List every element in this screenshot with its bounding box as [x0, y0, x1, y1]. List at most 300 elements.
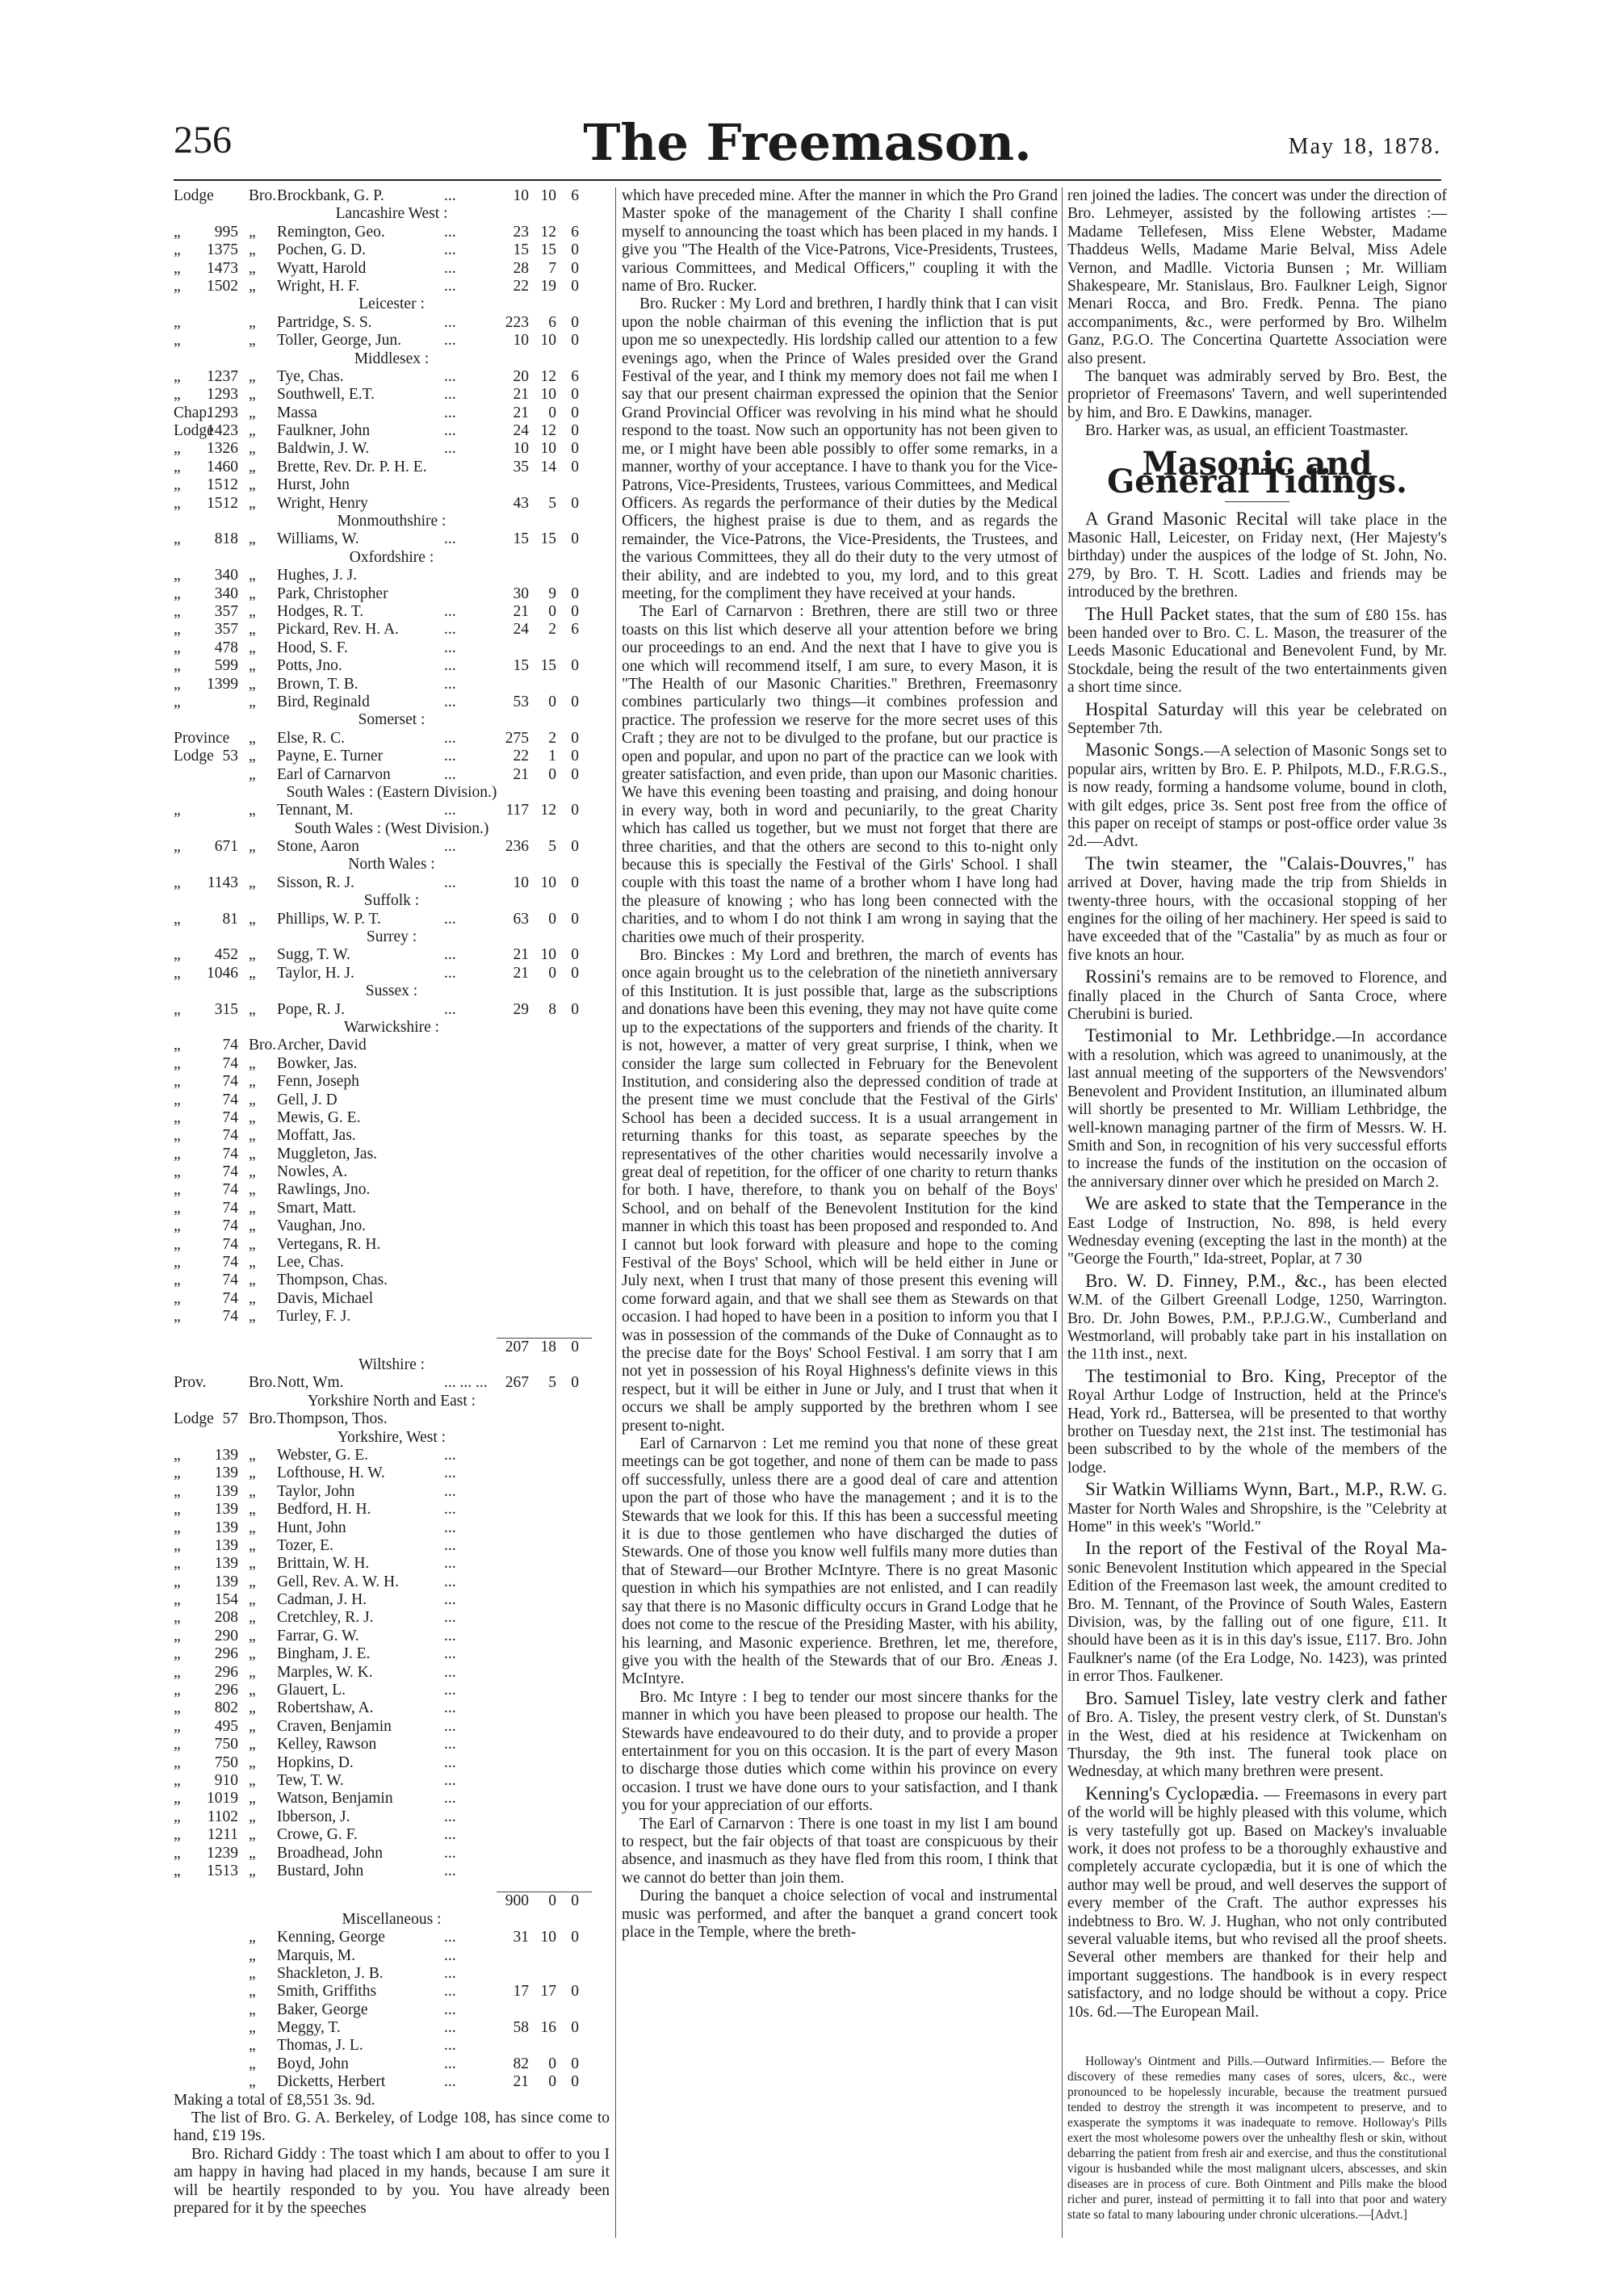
leader-dots: ...	[444, 946, 456, 964]
list-row	[174, 1308, 610, 1326]
lodge-number: 1211	[207, 1826, 238, 1844]
leader-dots: ...	[444, 1482, 456, 1500]
list-row	[174, 1091, 610, 1109]
brother-prefix: „	[249, 1181, 256, 1199]
lodge-number: 296	[214, 1645, 238, 1663]
list-row	[174, 1464, 610, 1482]
brother-name: Wyatt, Harold	[277, 259, 367, 277]
brother-name: Moffatt, Jas.	[277, 1127, 356, 1145]
speech-paragraph: Earl of Carnarvon : Let me remind you that none of these great meetings can be got together, and none of them can be made to pass off successfully, unless there are a good deal of care and attention upon the part of those who have the management ; and it is to the Stewards that we look for this. If this has been a successful meeting it is due to those gentlemen who have discharged the duties of Stewards. One of those you know well fulfils many more duties than that of Steward—our Brother McIntyre. There is no great Masonic question in which his sympathies are not enlisted, and I can readily say that there is no Masonic difficulty occurs in Grand Lodge that he does not come to the rescue of the Presiding Master, with his ability, his learning, and Masonic experience. Brethren, let me, therefore, give you with the health of the Stewards that of our Bro. Æneas J. McIntyre.	[622, 1435, 1058, 1688]
leader-dots: ...	[444, 277, 456, 295]
brother-name: Kelley, Rawson	[277, 1736, 377, 1753]
leader-dots: ...	[444, 404, 456, 421]
brother-prefix: „	[249, 313, 256, 331]
brother-prefix: „	[249, 1627, 256, 1644]
lodge-number: 74	[222, 1091, 238, 1108]
brother-prefix: „	[249, 277, 256, 295]
lodge-prefix: „	[174, 1771, 181, 1789]
brother-name: Fenn, Joseph	[277, 1073, 359, 1091]
tiding-item	[1067, 698, 1447, 739]
province-heading: Warwickshire :	[343, 1018, 440, 1036]
amount-pounds: 15	[513, 241, 529, 259]
amount-shillings: 17	[540, 1983, 556, 2001]
amount-pence: 0	[571, 458, 579, 476]
lodge-prefix: „	[174, 1519, 181, 1536]
brother-prefix: „	[249, 422, 256, 440]
tiding-lead: The Hull Packet	[1085, 603, 1210, 624]
lodge-prefix: „	[174, 241, 181, 259]
list-row	[174, 2073, 610, 2091]
concert-report	[1067, 187, 1447, 441]
lodge-prefix: „	[174, 675, 181, 693]
list-row	[174, 1664, 610, 1682]
tiding-lead: Kenning's Cyclopædia.	[1085, 1783, 1260, 1804]
leader-dots: ...	[444, 1736, 456, 1753]
brother-prefix: „	[249, 838, 256, 856]
leader-dots: ...	[444, 223, 456, 241]
tiding-lead: A Grand Masonic Recital	[1085, 508, 1289, 529]
province-heading: Wiltshire :	[358, 1356, 426, 1373]
leader-dots: ...	[444, 693, 456, 710]
amount-pounds: 223	[505, 313, 529, 331]
brother-name: Marquis, M.	[277, 1946, 355, 1964]
brother-name: Wright, Henry	[277, 494, 368, 512]
lodge-prefix: „	[174, 1753, 181, 1771]
lodge-number: 74	[222, 1308, 238, 1326]
brother-name: Bustard, John	[277, 1862, 364, 1879]
list-row	[174, 766, 610, 784]
brother-name: Phillips, W. P. T.	[277, 910, 381, 928]
amount-shillings: 9	[548, 584, 556, 602]
list-row	[174, 1983, 610, 2001]
brother-name: Faulkner, John	[277, 422, 371, 440]
tiding-item	[1067, 855, 1447, 965]
brother-name: Craven, Benjamin	[277, 1717, 392, 1735]
brother-name: Bingham, J. E.	[277, 1645, 371, 1663]
brother-name: Earl of Carnarvon	[277, 765, 391, 783]
amount-shillings: 16	[540, 2019, 556, 2037]
brother-prefix: „	[249, 1929, 256, 1946]
brother-prefix: „	[249, 1145, 256, 1163]
holloway-advert: Holloway's Ointment and Pills.—Outward Infirmities.— Before the discovery of these remedies many cases of sores, ulcers, &c., were pronounced to be hopelessly incurable, because the treatment pursued tended to destroy the strength it was incompetent to preserve, and to exasperate the symptoms it was inadequate to remove. Holloway's Pills exert the most wholesome powers over the unhealthy flesh or skin, without debarring the patient from fresh air and exercise, and thus the constitutional vigour is husbanded while the most malignant ulcers, abscesses, and skin diseases are in process of cure. Both Ointment and Pills make the blood richer and purer, instead of permitting it to fall into that poor and watery state so fatal to many labouring under chronic ulcerations.—[Advt.]	[1067, 2055, 1447, 2222]
leader-dots: ...	[444, 187, 456, 204]
leader-dots: ...	[444, 1555, 456, 1573]
leader-dots: ...	[444, 530, 456, 548]
brother-prefix: „	[249, 910, 256, 928]
paragraph: The list of Bro. G. A. Berkeley, of Lodge 108, has since come to hand, £19 19s.	[174, 2110, 610, 2145]
amount-pounds: 10	[513, 332, 529, 350]
list-row	[174, 1001, 610, 1019]
paragraph: Bro. Richard Giddy : The toast which I am about to offer to you I am happy in having had placed in my hands, because I am sure it will be heartily responded to by you. You have already been prepared for it by the speeches	[174, 2145, 610, 2218]
brother-name: Gell, J. D	[277, 1091, 338, 1108]
brother-name: Brittain, W. H.	[277, 1555, 370, 1573]
list-row	[174, 1754, 610, 1772]
amount-pence: 6	[571, 187, 579, 204]
lodge-prefix: Lodge	[174, 1410, 214, 1428]
brother-name: Meggy, T.	[277, 2019, 341, 2037]
amount-shillings: 12	[540, 802, 556, 819]
lodge-number: 1143	[207, 874, 238, 891]
lodge-prefix: „	[174, 1609, 181, 1627]
list-row	[174, 1699, 610, 1717]
brother-prefix: „	[249, 1464, 256, 1482]
amount-shillings: 12	[540, 422, 556, 440]
lodge-number: 154	[214, 1591, 238, 1609]
amount-pounds: 63	[513, 910, 529, 928]
amount-pence: 0	[571, 2073, 579, 2091]
lodge-prefix: „	[174, 1073, 181, 1091]
brother-prefix: „	[249, 494, 256, 512]
lodge-prefix: „	[174, 1037, 181, 1054]
list-row	[174, 1609, 610, 1627]
leader-dots: ...	[444, 1808, 456, 1825]
province-heading: Oxfordshire :	[349, 548, 434, 566]
tiding-text: has arrived at Dover, having made the trip from Shields in twenty-three hours, with the occasional stopping of her engines for the oiling of her machinery. Her speed is said to have exceeded that of the "Castalia" by as much as four or five knots an hour.	[1067, 856, 1447, 964]
brother-name: Nott, Wm.	[277, 1374, 344, 1392]
list-row	[174, 1410, 610, 1428]
brother-prefix: „	[249, 639, 256, 656]
lodge-number: 290	[214, 1627, 238, 1644]
lodge-number: 1512	[207, 476, 238, 494]
lodge-number: 495	[214, 1717, 238, 1735]
amount-pounds: 21	[513, 386, 529, 404]
amount-shillings: 10	[540, 874, 556, 891]
lodge-prefix: „	[174, 1536, 181, 1554]
tiding-lead: In the report of the Festival of the Royal Ma-	[1085, 1538, 1447, 1559]
brother-prefix: Bro.	[249, 1410, 277, 1428]
tiding-item	[1067, 741, 1447, 851]
brother-prefix: „	[249, 1054, 256, 1072]
brother-prefix: „	[249, 1609, 256, 1627]
list-row	[174, 2019, 610, 2037]
list-row	[174, 260, 610, 278]
leader-dots: ...	[444, 241, 456, 259]
lodge-number: 340	[214, 567, 238, 584]
amount-shillings: 2	[548, 621, 556, 639]
concert-paragraph: Bro. Harker was, as usual, an efficient Toastmaster.	[1085, 422, 1409, 440]
lodge-number: 315	[214, 1000, 238, 1018]
speech-paragraph: Bro. Mc Intyre : I beg to tender our most sincere thanks for the manner in which you have been pleased to propose our health. The Stewards have endeavoured to do their duty, and to provide a proper entertainment for you on this occasion. It is the part of every Mason to discharge those duties which come within his province on every occasion. I trust we have done ours to your satisfaction, and I thank you for your appreciation of our efforts.	[622, 1688, 1058, 1815]
brother-name: Massa	[277, 404, 317, 421]
lodge-prefix: „	[174, 1699, 181, 1717]
tiding-lead: Testimonial to Mr. Lethbridge.	[1085, 1025, 1336, 1046]
leader-dots: ...	[444, 1946, 456, 1964]
amount-pounds: 900	[505, 1892, 529, 1910]
lodge-number: 1019	[207, 1790, 238, 1808]
lodge-number: 139	[214, 1536, 238, 1554]
list-row	[174, 1339, 610, 1356]
lodge-prefix: „	[174, 1054, 181, 1072]
brother-prefix: „	[249, 946, 256, 964]
brother-name: Vaughan, Jno.	[277, 1217, 366, 1235]
lodge-prefix: „	[174, 440, 181, 458]
leader-dots: ...	[444, 657, 456, 675]
list-row	[174, 1290, 610, 1308]
lodge-number: 1046	[207, 964, 238, 982]
leader-dots: ...	[444, 1663, 456, 1681]
brother-name: Remington, Geo.	[277, 223, 385, 241]
tiding-lead: The testimonial to Bro. King,	[1085, 1365, 1327, 1386]
tiding-text: Preceptor of the Royal Arthur Lodge of Instruction, held at the Prince's Head, York rd., Battersea, will be presented to that worthy brother on Tuesday next, the 21st inst. The testimonial has been subscribed to by the whole of the members of the lodge.	[1067, 1368, 1447, 1477]
list-row	[174, 1718, 610, 1736]
brother-prefix: „	[249, 1555, 256, 1573]
brother-name: Cadman, J. H.	[277, 1591, 367, 1609]
amount-pence: 6	[571, 621, 579, 639]
amount-shillings: 0	[548, 2073, 556, 2091]
leader-dots: ...	[444, 1826, 456, 1844]
lodge-prefix: „	[174, 584, 181, 602]
amount-pounds: 24	[513, 621, 529, 639]
amount-pounds: 21	[513, 964, 529, 982]
lodge-number: 340	[214, 584, 238, 602]
tiding-lead: Bro. W. D. Finney, P.M., &c.,	[1085, 1270, 1327, 1291]
list-row	[174, 1555, 610, 1573]
lodge-number: 1239	[207, 1844, 238, 1862]
page-number: 256	[174, 119, 232, 161]
brother-name: Sisson, R. J.	[277, 874, 354, 891]
leader-dots: ...	[444, 729, 456, 747]
speeches-column	[622, 187, 1058, 1942]
lodge-prefix: „	[174, 1555, 181, 1573]
amount-pence: 0	[571, 657, 579, 675]
brother-prefix: „	[249, 1073, 256, 1091]
brother-prefix: „	[249, 332, 256, 350]
amount-pence: 0	[571, 765, 579, 783]
amount-pounds: 10	[513, 187, 529, 204]
lodge-prefix: „	[174, 313, 181, 331]
leader-dots: ...	[444, 440, 456, 458]
lodge-prefix: „	[174, 1446, 181, 1464]
amount-pence: 0	[571, 946, 579, 964]
lodge-number: 74	[222, 1272, 238, 1289]
brother-prefix: „	[249, 1736, 256, 1753]
brother-name: Hughes, J. J.	[277, 567, 358, 584]
list-row	[174, 187, 610, 205]
list-row	[174, 621, 610, 639]
leader-dots: ...	[444, 602, 456, 620]
brother-prefix: „	[249, 1964, 256, 1982]
lodge-prefix: „	[174, 1217, 181, 1235]
province-heading: Yorkshire, West :	[337, 1428, 447, 1446]
brother-name: Brown, T. B.	[277, 675, 358, 693]
amount-pounds: 28	[513, 259, 529, 277]
tiding-item	[1067, 1365, 1447, 1477]
amount-pounds: 82	[513, 2055, 529, 2072]
brother-prefix: „	[249, 1308, 256, 1326]
lodge-prefix: „	[174, 277, 181, 295]
list-row	[174, 965, 610, 983]
province-heading: Sussex :	[365, 983, 418, 1000]
lodge-prefix: „	[174, 1717, 181, 1735]
brother-prefix: „	[249, 1163, 256, 1181]
leader-dots: ...	[444, 1717, 456, 1735]
brother-name: Else, R. C.	[277, 729, 345, 747]
list-row	[174, 1736, 610, 1753]
brother-prefix: „	[249, 1862, 256, 1879]
brother-prefix: „	[249, 1645, 256, 1663]
leader-dots: ...	[444, 2055, 456, 2072]
leader-dots: ...	[444, 964, 456, 982]
brother-prefix: „	[249, 1482, 256, 1500]
brother-name: Hood, S. F.	[277, 639, 348, 656]
amount-pounds: 31	[513, 1929, 529, 1946]
amount-pence: 0	[571, 964, 579, 982]
lodge-prefix: „	[174, 1199, 181, 1217]
lodge-prefix: „	[174, 1844, 181, 1862]
brother-name: Smart, Matt.	[277, 1199, 357, 1217]
list-row	[174, 1965, 610, 1983]
brother-prefix: „	[249, 693, 256, 710]
brother-name: Stone, Aaron	[277, 838, 359, 856]
brother-prefix: „	[249, 386, 256, 404]
tiding-item	[1067, 1195, 1447, 1269]
lodge-number: 208	[214, 1609, 238, 1627]
amount-pounds: 24	[513, 422, 529, 440]
amount-pounds: 22	[513, 748, 529, 765]
list-row	[174, 1645, 610, 1663]
brother-name: Thomas, J. L.	[277, 2037, 363, 2055]
brother-name: Farrar, G. W.	[277, 1627, 359, 1644]
brother-name: Cretchley, R. J.	[277, 1609, 374, 1627]
newspaper-title: The Freemason.	[583, 113, 1032, 172]
brother-prefix: „	[249, 1289, 256, 1307]
amount-pence: 0	[571, 386, 579, 404]
brother-prefix: „	[249, 1446, 256, 1464]
brother-prefix: „	[249, 1591, 256, 1609]
province-heading: Yorkshire North and East :	[307, 1392, 476, 1410]
brother-name: Hodges, R. T.	[277, 602, 364, 620]
brother-name: Pochen, G. D.	[277, 241, 366, 259]
speech-paragraph: which have preceded mine. After the manner in which the Pro Grand Master spoke of the management of the Charity I shall confine myself to announcing the toast which has been placed in my hands. I give you "The Health of the Vice-Patrons, Vice-Presidents, Trustees, various Committees, and Medical Officers," coupling it with the name of Bro. Rucker.	[622, 187, 1058, 295]
amount-pence: 0	[571, 748, 579, 765]
amount-pounds: 10	[513, 874, 529, 891]
brother-name: Bird, Reginald	[277, 693, 370, 710]
lodge-prefix: „	[174, 1862, 181, 1879]
list-row	[174, 314, 610, 332]
lodge-number: 671	[214, 838, 238, 856]
list-row	[174, 1055, 610, 1073]
list-row	[174, 946, 610, 964]
tiding-text: of Bro. A. Tisley, the present vestry clerk, of St. Dunstan's in the West, died at his residence at Twickenham on Thursday, the 9th inst. The funeral took place on Wednesday, at which many brethren were present.	[1067, 1709, 1447, 1781]
list-row	[174, 422, 610, 440]
lodge-prefix: „	[174, 1163, 181, 1181]
leader-dots: ...	[444, 1536, 456, 1554]
amount-shillings: 18	[540, 1338, 556, 1355]
list-row	[174, 1073, 610, 1091]
brother-prefix: „	[249, 1127, 256, 1145]
lodge-prefix: „	[174, 1482, 181, 1500]
lodge-number: 750	[214, 1753, 238, 1771]
lodge-number: 750	[214, 1736, 238, 1753]
amount-pence: 0	[571, 2019, 579, 2037]
brother-prefix: „	[249, 1699, 256, 1717]
brother-prefix: „	[249, 1108, 256, 1126]
brother-name: Broadhead, John	[277, 1844, 384, 1862]
tiding-lead: Sir Watkin Williams Wynn, Bart., M.P., R.W.	[1085, 1479, 1427, 1500]
list-row	[174, 1501, 610, 1519]
list-row	[174, 368, 610, 386]
list-tail-text	[174, 2092, 610, 2218]
brother-name: Hopkins, D.	[277, 1753, 354, 1771]
brother-prefix: „	[249, 1717, 256, 1735]
lodge-prefix: „	[174, 874, 181, 891]
lodge-prefix: „	[174, 1091, 181, 1108]
leader-dots: ...	[444, 422, 456, 440]
tiding-lead: The twin steamer, the "Calais-Douvres,"	[1085, 853, 1415, 874]
lodge-number: 74	[222, 1037, 238, 1054]
brother-prefix: Bro.	[249, 187, 277, 204]
list-row	[174, 1929, 610, 1946]
amount-shillings: 10	[540, 440, 556, 458]
brother-prefix: „	[249, 1536, 256, 1554]
tidings-column	[1067, 187, 1447, 2223]
amount-shillings: 10	[540, 946, 556, 964]
lodge-number: 74	[222, 1254, 238, 1272]
list-row	[174, 676, 610, 693]
lodge-prefix: „	[174, 332, 181, 350]
brother-name: Tew, T. W.	[277, 1771, 344, 1789]
province-heading: Monmouthshire :	[337, 513, 447, 530]
amount-pounds: 53	[513, 693, 529, 710]
list-row	[174, 1236, 610, 1254]
brother-name: Taylor, H. J.	[277, 964, 354, 982]
amount-pence: 6	[571, 367, 579, 385]
amount-shillings: 19	[540, 277, 556, 295]
amount-pence: 0	[571, 1892, 579, 1910]
amount-shillings: 5	[548, 494, 556, 512]
brother-prefix: „	[249, 1573, 256, 1590]
column-divider-1	[615, 187, 616, 2238]
brother-name: Park, Christopher	[277, 584, 388, 602]
brother-name: Rawlings, Jno.	[277, 1181, 371, 1199]
amount-shillings: 10	[540, 187, 556, 204]
lodge-prefix: „	[174, 1826, 181, 1844]
tiding-text: — Freemasons in every part of the world will be highly pleased with this volume, which is very tastefully got up. Based on Mackey's invaluable work, it does not profess to be a thoroughly exhaustive and completely accurate cyclopædia, but it is one of which the author may well be proud, and well deserves the support of every member of the Craft. The author expresses his indebtness to Bro. W. J. Hughan, who not only contributed several valuable items, but who revised all the proof sheets. Several other members are thanked for their help and important suggestions. The handbook is in every respect satisfactory, and no lodge should be without a copy. Price 10s. 6d.—The European Mail.	[1067, 1786, 1448, 2021]
list-row	[174, 1037, 610, 1054]
list-row	[174, 874, 610, 892]
lodge-prefix: „	[174, 964, 181, 982]
brother-name: Baker, George	[277, 2001, 368, 2018]
brother-name: Watson, Benjamin	[277, 1790, 393, 1808]
list-row	[174, 1447, 610, 1464]
leader-dots: ...	[444, 1983, 456, 2001]
brother-prefix: „	[249, 1753, 256, 1771]
list-row	[174, 657, 610, 675]
lodge-number: 74	[222, 1199, 238, 1217]
tiding-text: will take place in the Masonic Hall, Leicester, on Friday next, (Her Majesty's birthday) under the auspices of the lodge of St. John, No. 279, by Bro. T. H. Scott. Ladies and friends may be introduced by the brethren.	[1067, 511, 1447, 601]
brother-name: Pickard, Rev. H. A.	[277, 621, 399, 639]
lodge-prefix: „	[174, 1790, 181, 1808]
amount-shillings: 0	[548, 1892, 556, 1910]
list-row	[174, 2001, 610, 2019]
leader-dots: ...	[444, 1753, 456, 1771]
lodge-number: 74	[222, 1054, 238, 1072]
amount-pounds: 21	[513, 2073, 529, 2091]
brother-prefix: Bro.	[249, 1037, 277, 1054]
lodge-number: 802	[214, 1699, 238, 1717]
list-row	[174, 1181, 610, 1199]
lodge-number: 57	[222, 1410, 238, 1428]
province-heading: Surrey :	[366, 928, 417, 946]
list-row	[174, 386, 610, 404]
amount-pounds: 21	[513, 946, 529, 964]
lodge-prefix: „	[174, 1127, 181, 1145]
list-row	[174, 1127, 610, 1145]
lodge-number: 1293	[207, 386, 238, 404]
lodge-prefix: „	[174, 1108, 181, 1126]
amount-pounds: 21	[513, 404, 529, 421]
brother-name: Sugg, T. W.	[277, 946, 350, 964]
